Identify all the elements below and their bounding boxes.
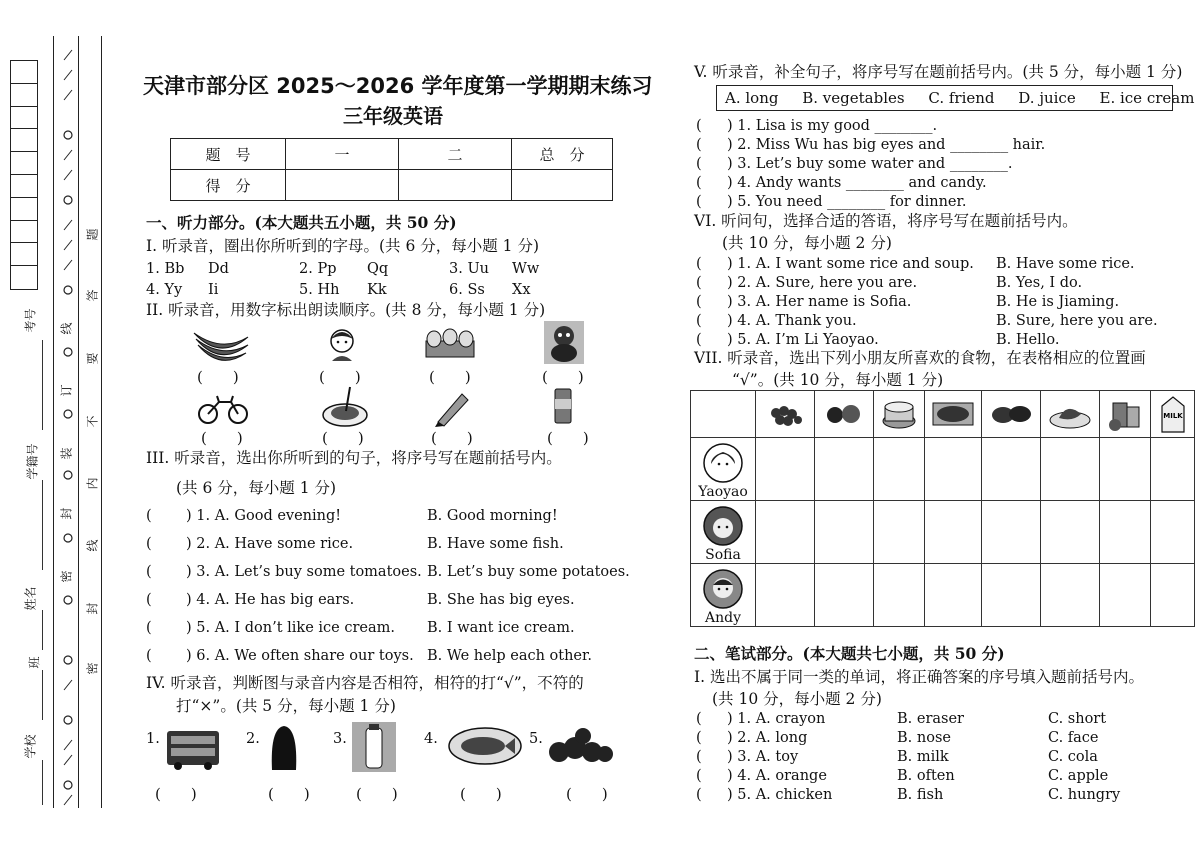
score-table bbox=[170, 138, 613, 201]
answer-bracket[interactable]: ( ) bbox=[197, 368, 239, 386]
letter-option[interactable]: Kk bbox=[367, 282, 387, 298]
written-question-5-option-c: C. hungry bbox=[1048, 787, 1121, 803]
field-label-student-id: 学籍号 bbox=[25, 443, 40, 480]
question-5-4: ) 4. Andy wants ________ and candy. bbox=[727, 175, 987, 191]
question-3-3-option-b: B. Let’s buy some potatoes. bbox=[427, 564, 630, 580]
question-6-2-option-b: B. Yes, I do. bbox=[996, 275, 1083, 291]
question-3-4-option-b: B. She has big eyes. bbox=[427, 592, 575, 608]
written-question-4: ) 4. A. orange bbox=[727, 768, 827, 784]
cake-icon bbox=[879, 397, 919, 431]
letter-option[interactable]: 1. Bb bbox=[146, 261, 185, 277]
score-cell-part1[interactable] bbox=[286, 170, 399, 201]
long-hair-girl-image bbox=[266, 722, 302, 772]
answer-bracket[interactable]: ( bbox=[146, 592, 152, 608]
tick-cell[interactable] bbox=[1040, 564, 1099, 627]
answer-bracket[interactable]: ( ) bbox=[542, 368, 584, 386]
section-7-title-cont: “√”。(共 10 分，每小题 1 分) bbox=[732, 371, 944, 389]
seal-line-middle bbox=[78, 36, 79, 808]
section-2-title: II. 听录音，用数字标出朗读顺序。(共 8 分，每小题 1 分) bbox=[146, 301, 546, 319]
picture-number: 5. bbox=[529, 731, 543, 747]
girl-avatar-icon bbox=[702, 505, 744, 547]
field-label-class: 班 bbox=[27, 656, 42, 669]
answer-bracket[interactable]: ( bbox=[696, 787, 702, 803]
question-3-4: ) 4. A. He has big ears. bbox=[186, 592, 355, 608]
seal-word: 要 bbox=[85, 352, 100, 365]
answer-bracket[interactable]: ( bbox=[696, 749, 702, 765]
written-question-3-option-b: B. milk bbox=[897, 749, 949, 765]
part1-heading: 一、听力部分。(本大题共五小题，共 50 分) bbox=[146, 213, 457, 232]
answer-bracket[interactable]: ( ) bbox=[155, 785, 197, 803]
answer-bracket[interactable]: ( ) bbox=[429, 368, 471, 386]
answer-bracket[interactable]: ( bbox=[696, 118, 702, 134]
student-id-blank[interactable] bbox=[42, 480, 43, 570]
written-question-1-option-b: B. eraser bbox=[897, 711, 964, 727]
seal-line-inner bbox=[101, 36, 102, 808]
tick-cell[interactable] bbox=[1151, 564, 1195, 627]
kid-name: Yaoyao bbox=[698, 484, 748, 500]
field-label-exam-number: 考号 bbox=[23, 308, 38, 333]
food-header-cake bbox=[873, 391, 924, 438]
tick-cell[interactable] bbox=[925, 564, 981, 627]
food-preference-table bbox=[690, 390, 1195, 627]
picture-number: 1. bbox=[146, 731, 160, 747]
answer-bracket[interactable]: ( ) bbox=[201, 429, 243, 447]
answer-bracket[interactable]: ( ) bbox=[460, 785, 502, 803]
answer-bracket[interactable]: ( ) bbox=[431, 429, 473, 447]
question-3-3: ) 3. A. Let’s buy some tomatoes. bbox=[186, 564, 422, 580]
bananas-image bbox=[190, 323, 252, 363]
answer-bracket[interactable]: ( bbox=[696, 332, 702, 348]
question-5-5: ) 5. You need ________ for dinner. bbox=[727, 194, 967, 210]
food-header-potatoes bbox=[981, 391, 1040, 438]
question-6-1-option-b: B. Have some rice. bbox=[996, 256, 1135, 272]
section-6-note: (共 10 分，每小题 2 分) bbox=[722, 234, 892, 252]
question-3-1: ) 1. A. Good evening! bbox=[186, 508, 342, 524]
letter-option[interactable]: 6. Ss bbox=[449, 282, 485, 298]
school-blank[interactable] bbox=[42, 760, 43, 805]
meat-icon bbox=[931, 399, 975, 429]
question-6-3-option-b: B. He is Jiaming. bbox=[996, 294, 1120, 310]
milk-label: MILK bbox=[1162, 412, 1183, 420]
kid-cell-andy bbox=[691, 564, 756, 627]
question-5-1: ) 1. Lisa is my good ________. bbox=[727, 118, 938, 134]
fish-dish-image bbox=[447, 722, 523, 766]
seal-word: 订 bbox=[59, 384, 74, 397]
girl-avatar-icon bbox=[702, 442, 744, 484]
food-header-grapes bbox=[756, 391, 815, 438]
kid-name: Andy bbox=[705, 610, 741, 626]
answer-bracket[interactable]: ( bbox=[146, 536, 152, 552]
seal-word: 密 bbox=[59, 570, 74, 583]
answer-bracket[interactable]: ( ) bbox=[566, 785, 608, 803]
answer-bracket[interactable]: ( bbox=[696, 194, 702, 210]
answer-bracket[interactable]: ( ) bbox=[322, 429, 364, 447]
field-label-school: 学校 bbox=[23, 734, 38, 759]
tick-cell[interactable] bbox=[1099, 501, 1150, 564]
fruit-icon bbox=[821, 399, 867, 429]
letter-option[interactable]: 2. Pp bbox=[299, 261, 337, 277]
food-header-juice bbox=[1099, 391, 1150, 438]
question-6-5-option-b: B. Hello. bbox=[996, 332, 1060, 348]
picture-number: 3. bbox=[333, 731, 347, 747]
section-1-title: I. 听录音，圈出你所听到的字母。(共 6 分，每小题 1 分) bbox=[146, 237, 540, 255]
food-header-fruit bbox=[814, 391, 873, 438]
seal-word: 线 bbox=[59, 322, 74, 335]
written-question-2-option-b: B. nose bbox=[897, 730, 951, 746]
question-6-3: ) 3. A. Her name is Sofia. bbox=[727, 294, 912, 310]
written-question-2: ) 2. A. long bbox=[727, 730, 808, 746]
letter-option[interactable]: Qq bbox=[367, 261, 389, 277]
letter-option[interactable]: Xx bbox=[512, 282, 531, 298]
toy-image bbox=[543, 320, 585, 365]
question-3-2: ) 2. A. Have some rice. bbox=[186, 536, 354, 552]
written-question-2-option-c: C. face bbox=[1048, 730, 1099, 746]
tick-cell[interactable] bbox=[925, 501, 981, 564]
answer-bracket[interactable]: ( bbox=[696, 137, 702, 153]
field-label-name: 姓名 bbox=[23, 586, 38, 611]
pencil-image bbox=[432, 388, 472, 428]
exam-number-boxes[interactable] bbox=[10, 60, 38, 290]
seal-line-outer bbox=[53, 36, 54, 808]
score-header-part2: 二 bbox=[399, 139, 512, 170]
written-question-5: ) 5. A. chicken bbox=[727, 787, 833, 803]
written-question-1: ) 1. A. crayon bbox=[727, 711, 826, 727]
seal-word: 题 bbox=[85, 228, 100, 241]
seal-circles-decoration bbox=[58, 40, 78, 810]
grapes-icon bbox=[762, 399, 808, 429]
written-question-5-option-b: B. fish bbox=[897, 787, 944, 803]
answer-bracket[interactable]: ( ) bbox=[319, 368, 361, 386]
score-row-label: 得 分 bbox=[171, 170, 286, 201]
letter-option[interactable]: Ww bbox=[512, 261, 540, 277]
question-3-5-option-b: B. I want ice cream. bbox=[427, 620, 575, 636]
score-header-part1: 一 bbox=[286, 139, 399, 170]
seal-word: 答 bbox=[85, 289, 100, 302]
tick-cell[interactable] bbox=[925, 438, 981, 501]
chicken-icon bbox=[1047, 398, 1093, 430]
class-blank[interactable] bbox=[42, 670, 43, 720]
answer-bracket[interactable]: ( bbox=[696, 768, 702, 784]
word-bank-option: D. juice bbox=[1018, 89, 1076, 107]
seal-word: 线 bbox=[85, 539, 100, 552]
question-3-2-option-b: B. Have some fish. bbox=[427, 536, 564, 552]
section-5-title: V. 听录音，补全句子，将序号写在题前括号内。(共 5 分，每小题 1 分) bbox=[694, 63, 1183, 81]
word-bank-option: A. long bbox=[725, 89, 779, 107]
question-6-5: ) 5. A. I’m Li Yaoyao. bbox=[727, 332, 879, 348]
boy-image bbox=[322, 323, 362, 363]
tick-cell[interactable] bbox=[814, 564, 873, 627]
answer-bracket[interactable]: ( bbox=[696, 711, 702, 727]
question-6-4-option-b: B. Sure, here you are. bbox=[996, 313, 1158, 329]
seal-word: 装 bbox=[59, 447, 74, 460]
seal-word: 封 bbox=[59, 507, 74, 520]
word-bank-option: E. ice cream bbox=[1099, 89, 1195, 107]
tick-cell[interactable] bbox=[1040, 438, 1099, 501]
written-section-1-note: (共 10 分，每小题 2 分) bbox=[712, 690, 882, 708]
answer-bracket[interactable]: ( bbox=[696, 175, 702, 191]
question-3-6: ) 6. A. We often share our toys. bbox=[186, 648, 414, 664]
answer-bracket[interactable]: ( bbox=[146, 564, 152, 580]
exam-number-blank[interactable] bbox=[42, 340, 43, 430]
answer-bracket[interactable]: ( bbox=[696, 313, 702, 329]
drink-can-image bbox=[547, 385, 579, 427]
noodles-image bbox=[320, 385, 370, 429]
answer-bracket[interactable]: ( ) bbox=[547, 429, 589, 447]
answer-bracket[interactable]: ( ) bbox=[268, 785, 310, 803]
section-6-title: VI. 听问句，选择合适的答语，将序号写在题前括号内。 bbox=[694, 212, 1078, 230]
juice-icon bbox=[1105, 397, 1145, 431]
name-blank[interactable] bbox=[42, 610, 43, 650]
tick-cell[interactable] bbox=[756, 438, 815, 501]
word-bank bbox=[716, 85, 1195, 111]
food-header-chicken bbox=[1040, 391, 1099, 438]
exam-subtitle: 三年级英语 bbox=[343, 104, 443, 128]
question-5-3: ) 3. Let’s buy some water and ________. bbox=[727, 156, 1013, 172]
tick-cell[interactable] bbox=[873, 438, 924, 501]
tick-cell[interactable] bbox=[756, 501, 815, 564]
section-4-title: IV. 听录音，判断图与录音内容是否相符，相符的打“√”，不符的 bbox=[146, 674, 584, 692]
tick-cell[interactable] bbox=[1151, 501, 1195, 564]
letter-option[interactable]: Dd bbox=[208, 261, 229, 277]
milk-bottle-image bbox=[352, 722, 396, 772]
question-6-2: ) 2. A. Sure, here you are. bbox=[727, 275, 918, 291]
food-header-meat bbox=[925, 391, 981, 438]
bike-image bbox=[197, 392, 249, 426]
tick-cell[interactable] bbox=[756, 564, 815, 627]
written-question-4-option-c: C. apple bbox=[1048, 768, 1109, 784]
written-question-3: ) 3. A. toy bbox=[727, 749, 799, 765]
answer-bracket[interactable]: ( bbox=[696, 730, 702, 746]
question-3-1-option-b: B. Good morning! bbox=[427, 508, 558, 524]
question-6-4: ) 4. A. Thank you. bbox=[727, 313, 857, 329]
answer-bracket[interactable]: ( bbox=[696, 294, 702, 310]
letter-option[interactable]: 4. Yy bbox=[146, 282, 183, 298]
part2-heading: 二、笔试部分。(本大题共七小题，共 50 分) bbox=[694, 644, 1005, 663]
written-question-1-option-c: C. short bbox=[1048, 711, 1107, 727]
exam-title: 天津市部分区 2025～2026 学年度第一学期期末练习 bbox=[143, 74, 653, 98]
boy-avatar-icon bbox=[702, 568, 744, 610]
answer-bracket[interactable]: ( bbox=[146, 620, 152, 636]
bus-image bbox=[165, 727, 221, 771]
answer-bracket[interactable]: ( bbox=[696, 156, 702, 172]
tick-cell[interactable] bbox=[981, 501, 1040, 564]
seal-word: 封 bbox=[85, 602, 100, 615]
question-3-6-option-b: B. We help each other. bbox=[427, 648, 592, 664]
written-section-1-title: I. 选出不属于同一类的单词，将正确答案的序号填入题前括号内。 bbox=[694, 668, 1144, 686]
answer-bracket[interactable]: ( bbox=[696, 275, 702, 291]
food-header-milk bbox=[1151, 391, 1195, 438]
letter-option[interactable]: Ii bbox=[208, 282, 219, 298]
seal-word: 内 bbox=[85, 477, 100, 490]
score-cell-total[interactable] bbox=[512, 170, 613, 201]
picture-number: 4. bbox=[424, 731, 438, 747]
question-5-2: ) 2. Miss Wu has big eyes and ________ hair. bbox=[727, 137, 1046, 153]
tick-cell[interactable] bbox=[1040, 501, 1099, 564]
word-bank-option: B. vegetables bbox=[802, 89, 905, 107]
written-question-4-option-b: B. often bbox=[897, 768, 955, 784]
milk-carton-icon bbox=[1156, 394, 1190, 434]
figs-image bbox=[545, 722, 615, 766]
kid-name: Sofia bbox=[705, 547, 741, 563]
tick-cell[interactable] bbox=[873, 564, 924, 627]
tick-cell[interactable] bbox=[981, 438, 1040, 501]
answer-bracket[interactable]: ( bbox=[146, 648, 152, 664]
corner-cell bbox=[691, 391, 756, 438]
score-cell-part2[interactable] bbox=[399, 170, 512, 201]
question-6-1: ) 1. A. I want some rice and soup. bbox=[727, 256, 974, 272]
kid-cell-sofia bbox=[691, 501, 756, 564]
written-question-3-option-c: C. cola bbox=[1048, 749, 1098, 765]
word-bank-option: C. friend bbox=[928, 89, 995, 107]
tick-cell[interactable] bbox=[1099, 438, 1150, 501]
tick-cell[interactable] bbox=[814, 438, 873, 501]
section-3-title: III. 听录音，选出你所听到的句子，将序号写在题前括号内。 bbox=[146, 449, 562, 467]
tick-cell[interactable] bbox=[981, 564, 1040, 627]
picture-number: 2. bbox=[246, 731, 260, 747]
letter-option[interactable]: 5. Hh bbox=[299, 282, 340, 298]
seal-word: 密 bbox=[85, 662, 100, 675]
tick-cell[interactable] bbox=[1151, 438, 1195, 501]
tick-cell[interactable] bbox=[873, 501, 924, 564]
answer-bracket[interactable]: ( ) bbox=[356, 785, 398, 803]
answer-bracket[interactable]: ( bbox=[146, 508, 152, 524]
tick-cell[interactable] bbox=[1099, 564, 1150, 627]
eggs-image bbox=[424, 325, 476, 359]
section-3-note: (共 6 分，每小题 1 分) bbox=[176, 479, 337, 497]
potatoes-icon bbox=[988, 399, 1034, 429]
question-3-5: ) 5. A. I don’t like ice cream. bbox=[186, 620, 395, 636]
letter-option[interactable]: 3. Uu bbox=[449, 261, 490, 277]
tick-cell[interactable] bbox=[814, 501, 873, 564]
kid-cell-yaoyao bbox=[691, 438, 756, 501]
answer-bracket[interactable]: ( bbox=[696, 256, 702, 272]
score-header-total: 总 分 bbox=[512, 139, 613, 170]
section-4-title-cont: 打“×”。(共 5 分，每小题 1 分) bbox=[176, 697, 396, 715]
seal-word: 不 bbox=[85, 415, 100, 428]
section-7-title: VII. 听录音，选出下列小朋友所喜欢的食物，在表格相应的位置画 bbox=[694, 349, 1146, 367]
score-header-label: 题 号 bbox=[171, 139, 286, 170]
